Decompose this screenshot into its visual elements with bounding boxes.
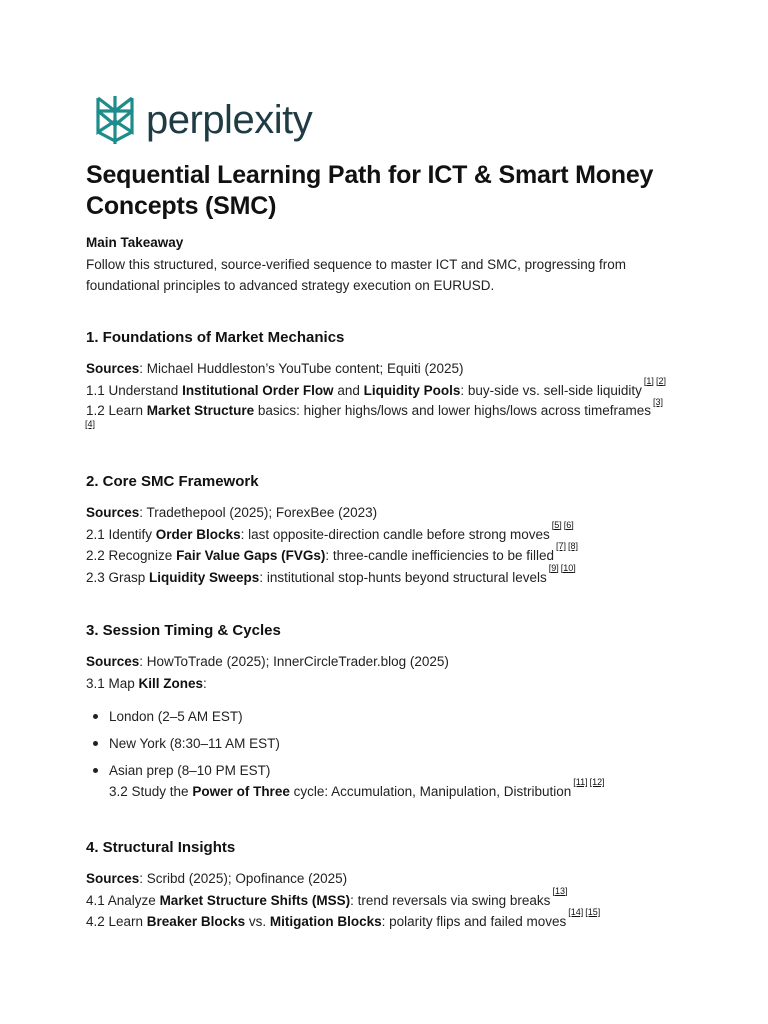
logo-text: perplexity	[146, 98, 313, 142]
sources-label: Sources	[86, 871, 140, 886]
sources-text: : Michael Huddleston’s YouTube content; Equiti (2025)	[139, 361, 464, 376]
sources-text: : Scribd (2025); Opofinance (2025)	[139, 871, 348, 886]
citation-link[interactable]: [11]	[573, 777, 588, 787]
item-text: 2.3 Grasp	[86, 569, 150, 585]
item-term: Order Blocks	[155, 526, 241, 542]
item-text: and	[333, 382, 364, 398]
item-term: Liquidity Sweeps	[149, 569, 260, 585]
item-term: Kill Zones	[138, 675, 204, 691]
takeaway-line-1: Follow this structured, source-verified sequence to master ICT and SMC, progressing from	[86, 256, 626, 272]
item-text: :	[203, 675, 207, 691]
sources-label: Sources	[86, 654, 140, 669]
section-heading: 4. Structural Insights	[86, 839, 236, 856]
list-item	[86, 562, 726, 589]
item-text: 3.1 Map	[86, 675, 139, 691]
citation-link[interactable]: [9]	[548, 562, 559, 573]
item-term: Mitigation Blocks	[269, 914, 382, 929]
list-item	[86, 885, 726, 912]
takeaway-line-2: foundational principles to advanced strategy execution on EURUSD.	[86, 278, 495, 293]
citation-link[interactable]: [8]	[568, 541, 579, 551]
list-item	[86, 907, 726, 933]
citation-link[interactable]: [7]	[556, 541, 567, 551]
list-item: Asian prep (8–10 PM EST)	[86, 760, 726, 781]
sources-line	[86, 358, 726, 380]
sources-line	[86, 868, 726, 890]
item-text: : three-candle inefficiencies to be filled	[325, 548, 555, 563]
item-text: : polarity flips and failed moves	[381, 914, 567, 929]
citation-link[interactable]: [2]	[655, 375, 666, 386]
citation-link[interactable]: [12]	[589, 777, 605, 787]
item-text: 1.2 Learn	[86, 403, 147, 418]
item-text: 1.1 Understand	[86, 382, 183, 398]
sources-text: : HowToTrade (2025); InnerCircleTrader.blog (2025)	[139, 654, 449, 669]
section-1	[86, 328, 726, 430]
citation-link[interactable]: [13]	[552, 885, 568, 896]
section-3	[86, 621, 726, 803]
section-heading: 3. Session Timing & Cycles	[86, 622, 281, 639]
kill-zones-list	[86, 706, 726, 781]
citation-link[interactable]: [4]	[85, 419, 96, 429]
item-text: 4.2 Learn	[86, 914, 147, 929]
citation-link[interactable]: [1]	[643, 375, 654, 386]
section-4	[86, 838, 726, 933]
perplexity-logo	[94, 93, 312, 147]
sources-line	[86, 502, 726, 524]
sources-line	[86, 651, 726, 673]
page-title: Sequential Learning Path for ICT & Smart Money Concepts (SMC)	[86, 161, 654, 220]
item-term: Institutional Order Flow	[182, 382, 334, 398]
item-term: Fair Value Gaps (FVGs)	[176, 548, 326, 563]
citation-link[interactable]: [6]	[563, 519, 574, 530]
item-text: : last opposite-direction candle before strong moves	[240, 526, 550, 542]
citation-link[interactable]: [15]	[585, 907, 601, 917]
citation-link[interactable]: [10]	[560, 562, 576, 573]
section-heading: 2. Core SMC Framework	[86, 473, 259, 490]
item-text: basics: higher highs/lows and lower highs/lows across timeframes	[254, 403, 652, 418]
sources-label: Sources	[86, 361, 140, 376]
item-term: Breaker Blocks	[146, 914, 246, 929]
item-text: 4.1 Analyze	[86, 892, 160, 908]
list-item	[86, 673, 726, 695]
list-item	[86, 519, 726, 546]
list-item: New York (8:30–11 AM EST)	[86, 733, 726, 760]
takeaway-heading: Main Takeaway	[86, 235, 184, 250]
citation-link[interactable]: [5]	[551, 519, 562, 530]
section-heading: 1. Foundations of Market Mechanics	[86, 329, 345, 346]
list-item	[86, 397, 726, 420]
citation-link[interactable]: [14]	[568, 907, 584, 917]
item-text: cycle: Accumulation, Manipulation, Distribution	[289, 784, 572, 799]
item-term: Liquidity Pools	[363, 382, 461, 398]
list-item	[86, 541, 726, 567]
item-text: : buy-side vs. sell-side liquidity	[460, 382, 642, 398]
section-2	[86, 472, 726, 588]
item-text: vs.	[245, 914, 270, 929]
list-item	[86, 375, 726, 402]
list-item: London (2–5 AM EST)	[86, 706, 726, 733]
item-term: Market Structure Shifts (MSS)	[159, 892, 351, 908]
list-item	[86, 777, 726, 803]
main-takeaway	[86, 232, 726, 297]
item-text: 2.2 Recognize	[86, 548, 177, 563]
item-text: : trend reversals via swing breaks	[350, 892, 551, 908]
item-text: 3.2 Study the	[109, 784, 193, 799]
sources-label: Sources	[86, 505, 140, 520]
item-term: Power of Three	[192, 784, 290, 799]
perplexity-logo-icon	[94, 94, 136, 146]
item-term: Market Structure	[146, 403, 255, 418]
sources-text: : Tradethepool (2025); ForexBee (2023)	[139, 505, 378, 520]
item-text: 2.1 Identify	[86, 526, 156, 542]
item-text: : institutional stop-hunts beyond structural levels	[259, 569, 547, 585]
citation-link[interactable]: [3]	[653, 397, 664, 407]
